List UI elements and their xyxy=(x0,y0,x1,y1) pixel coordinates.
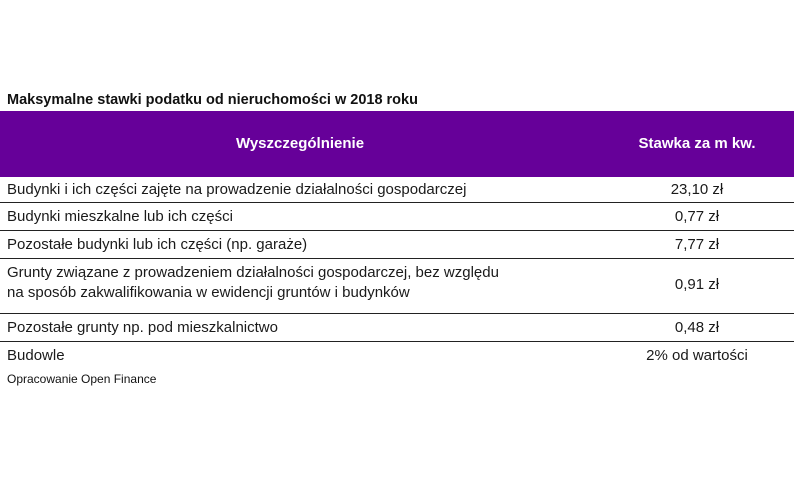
column-header-rate: Stawka za m kw. xyxy=(638,135,756,152)
table-row xyxy=(0,342,794,369)
row-item-line2: na sposób zakwalifikowania w ewidencji gruntów i budynków xyxy=(7,284,410,301)
row-item: Budynki mieszkalne lub ich części xyxy=(7,208,233,225)
row-rate: 23,10 zł xyxy=(670,181,724,198)
row-item: Pozostałe grunty np. pod mieszkalnictwo xyxy=(7,319,278,336)
row-rate: 2% od wartości xyxy=(646,347,748,364)
table-row xyxy=(0,259,794,314)
table-row xyxy=(0,314,794,342)
table-title: Maksymalne stawki podatku od nieruchomości w 2018 roku xyxy=(7,92,418,108)
row-item: Budynki i ich części zajęte na prowadzenie działalności gospodarczej xyxy=(7,181,467,198)
row-rate: 7,77 zł xyxy=(674,236,720,253)
table-row xyxy=(0,231,794,259)
table-row xyxy=(0,203,794,231)
row-item: Budowle xyxy=(7,347,65,364)
row-item-line1: Grunty związane z prowadzeniem działalności gospodarczej, bez względu xyxy=(7,264,499,281)
row-item: Pozostałe budynki lub ich części (np. garaże) xyxy=(7,236,308,253)
row-rate: 0,48 zł xyxy=(674,319,720,336)
table-row xyxy=(0,177,794,203)
row-rate: 0,77 zł xyxy=(674,208,720,225)
column-header-item: Wyszczególnienie xyxy=(235,135,365,152)
row-rate: 0,91 zł xyxy=(674,276,720,293)
source-note: Opracowanie Open Finance xyxy=(7,372,157,386)
table-header xyxy=(0,111,794,177)
